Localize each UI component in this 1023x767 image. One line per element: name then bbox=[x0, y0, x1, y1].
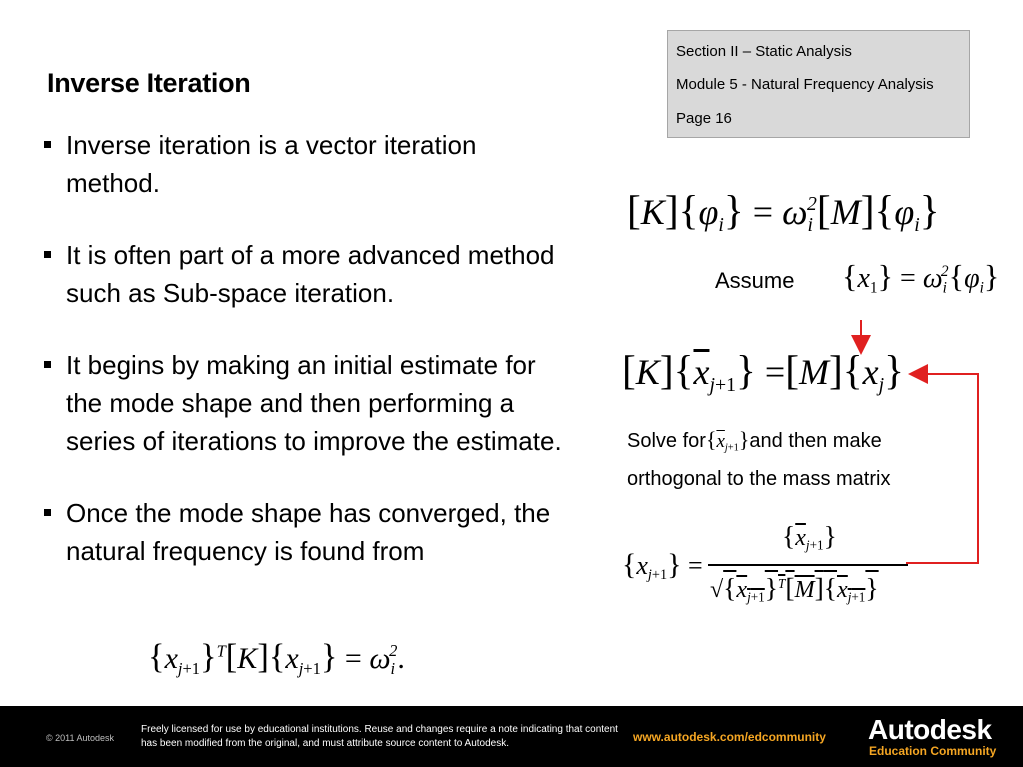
bullet-text: Once the mode shape has converged, the natural frequency is found from bbox=[66, 498, 551, 566]
eigenvalue-equation: $[K]\{\varphi_i\} = \omega_i^2[M]\{\varphi_i\}$ bbox=[627, 187, 940, 236]
initial-estimate-equation: $\{x_1\} = \omega_i^2\{\varphi_i\}$ bbox=[842, 258, 1000, 297]
section-info-box bbox=[667, 30, 970, 138]
bullet-marker bbox=[44, 141, 51, 148]
assume-label: Assume bbox=[715, 268, 795, 293]
bullet-marker bbox=[44, 251, 51, 258]
bullet-item bbox=[44, 126, 574, 202]
page-label: Page 16 bbox=[676, 110, 732, 127]
natural-frequency-equation: $\{x_{j+1}\}^T[K]\{x_{j+1}\} = \omega_i^2$. bbox=[148, 638, 405, 678]
community-link[interactable]: www.autodesk.com/edcommunity bbox=[633, 730, 826, 744]
inline-xbar-symbol: $\{\overline{x}_{j+1}\}$ bbox=[705, 428, 750, 454]
bullet-marker bbox=[44, 361, 51, 368]
bullet-list bbox=[44, 126, 574, 570]
bullet-text: Inverse iteration is a vector iteration method. bbox=[66, 130, 477, 198]
iteration-equation: $[K]\{\overline{x}_{j+1}\} =[M]\{x_j\}$ bbox=[622, 347, 905, 396]
bullet-marker bbox=[44, 509, 51, 516]
copyright-text: © 2011 Autodesk bbox=[46, 733, 115, 743]
footer-bar bbox=[0, 706, 1023, 767]
autodesk-logo: Autodesk bbox=[868, 714, 992, 745]
module-label: Module 5 - Natural Frequency Analysis bbox=[676, 76, 934, 93]
bullet-item bbox=[44, 346, 574, 460]
bullet-text: It begins by making an initial estimate for the mode shape and then performing a series of iterations to improve the estimate. bbox=[66, 350, 562, 456]
solve-text-before: Solve for bbox=[627, 430, 706, 452]
bullet-item bbox=[44, 494, 574, 570]
section-label: Section II – Static Analysis bbox=[676, 43, 852, 60]
slide-title: Inverse Iteration bbox=[47, 68, 251, 98]
solve-instruction bbox=[627, 425, 947, 495]
fraction-bar bbox=[708, 564, 908, 566]
mass-normalization-equation: $\{x_{j+1}\}$ = $\{\overline{x}_{j+1}\}$ $√\{x_{j+1}\}^T[M]\{x_{j+1}\}$ bbox=[622, 520, 912, 620]
license-text: Freely licensed for use by educational institutions. Reuse and changes require a note indicating that content has been modified from the original, and must attribute source content to Autodesk. bbox=[141, 724, 618, 749]
education-community-label: Education Community bbox=[869, 744, 997, 758]
solve-text-after: and then make orthogonal to the mass matrix bbox=[627, 430, 891, 490]
bullet-item bbox=[44, 236, 574, 312]
bullet-text: It is often part of a more advanced method such as Sub-space iteration. bbox=[66, 240, 555, 308]
